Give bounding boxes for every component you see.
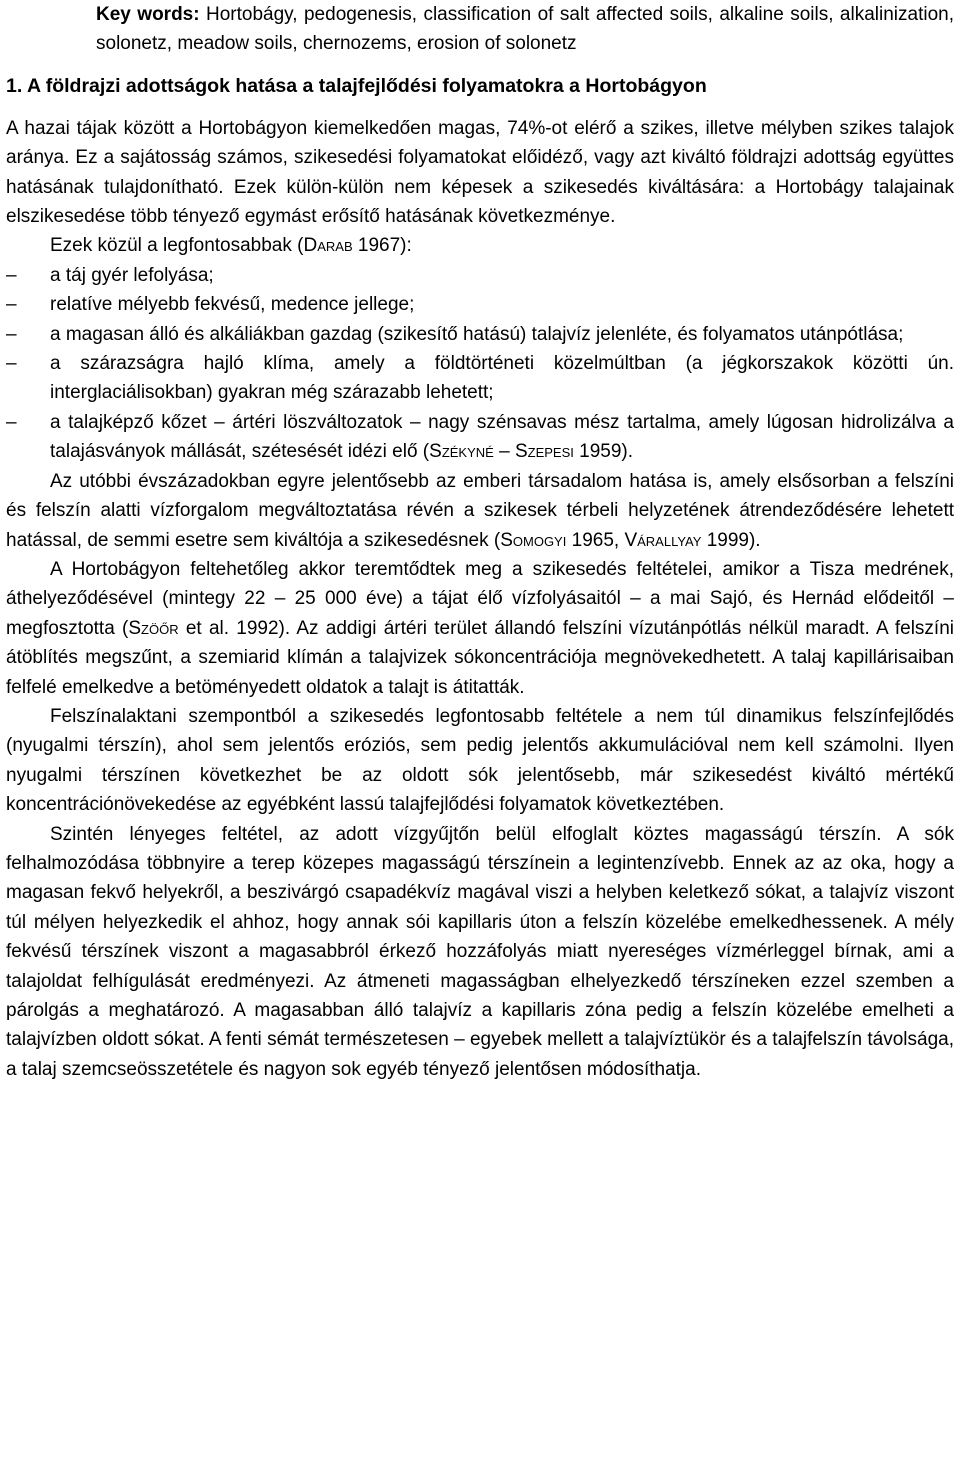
keywords-paragraph — [96, 0, 954, 59]
citation-mid: 1965, — [566, 529, 625, 551]
conditions-paragraph — [6, 555, 954, 702]
factors-intro-after: 1967): — [352, 235, 412, 257]
dash-bullet: – — [6, 411, 17, 433]
citation-author-szepesi: Szepesi — [514, 441, 574, 463]
factor-text: a szárazságra hajló klíma, amely a földtörténeti közelmúltban (a jégkorszakok közötti ún. interglaciálisokban) gyakran még szárazabb lehetett; — [50, 353, 954, 404]
conditions-text-after: et al. 1992). Az addigi ártéri terület állandó felszíni vízutánpótlás nélkül maradt. A felszíni átöblítés megszűnt, a szemiarid klímán a talajvizek sókoncentrációja megnövekedhetett. A talaj kapillárisaiban felfelé emelkedve a betöményedett oldatok a talajt is átitatták. — [6, 617, 954, 698]
keywords-label: Key words: — [96, 4, 200, 25]
citation-author-somogyi: Somogyi — [500, 529, 567, 551]
factor-text: a magasan álló és alkáliákban gazdag (szikesítő hatású) talajvíz jelenléte, és folyamatos utánpótlása; — [50, 323, 904, 345]
surface-paragraph: Felszínalaktani szempontból a szikesedés legfontosabb feltétele a nem túl dinamikus felszínfejlődés (nyugalmi térszín), ahol sem jelentős eróziós, sem pedig jelentős akkumulációval nem kell számolni. Ilyen nyugalmi térszínen következhet be az oldott sók jelentősebb, már szikesedést kiváltó mértékű koncentrációnövekedése az egyébként lassú talajfejlődési folyamatok következtében. — [6, 705, 954, 816]
dash-bullet: – — [6, 264, 17, 286]
dash-bullet: – — [6, 353, 17, 375]
factor-list — [6, 261, 954, 467]
citation-separator: – — [493, 441, 515, 463]
factor-item — [6, 349, 954, 408]
citation-year: 1999). — [701, 529, 761, 551]
factor-text: a talajképző kőzet – ártéri löszváltozatok – nagy szénsavas mész tartalma, amely lúgosan hidrolizálva a talajásványok mállását, szétesését idézi elő ( — [50, 411, 954, 463]
factors-intro-before: Ezek közül a legfontosabbak ( — [50, 235, 304, 257]
citation-author-szekyne: Székyné — [429, 441, 494, 463]
human-impact-text: Az utóbbi évszázadokban egyre jelentősebb az emberi társadalom hatása is, amely elsősorban a felszíni és felszín alatti vízforgalom megváltoztatása révén a szikesek térbeli helyzetének átrendeződésére lehetett hatással, de semmi esetre sem kiváltója a szikesedésnek ( — [6, 470, 954, 551]
factor-item — [6, 408, 954, 467]
factor-text: relatíve mélyebb fekvésű, medence jellege; — [50, 294, 415, 316]
factor-item — [6, 290, 954, 319]
conditions-text: A Hortobágyon feltehetőleg akkor teremtődtek meg a szikesedés feltételei, amikor a Tisza medrének, áthelyeződésével (mintegy 22 – 25 000 éve) a tájat élő vízfolyásaitól – a mai Sajó, és Hernád elődeitől – megfosztotta ( — [6, 558, 954, 639]
keywords-text: Hortobágy, pedogenesis, classification of salt affected soils, alkaline soils, alkalinization, solonetz, meadow soils, chernozems, erosion of solonetz — [96, 4, 954, 55]
citation-author-darab: Darab — [303, 235, 353, 257]
altitude-paragraph: Szintén lényeges feltétel, az adott vízgyűjtőn belül elfoglalt köztes magasságú térszín. A sók felhalmozódása többnyire a terep közepes magasságú térszínein a legintenzívebb. Ennek az az oka, hogy a magasan fekvő helyekről, a beszivárgó csapadékvíz magával viszi a helyben keletkező sókat, a talajvíz viszont túl mélyen helyezkedik el ahhoz, hogy annak sói kapillaris úton a felszín közelébe emelkedhessenek. A mély fekvésű térszínek viszont a magasabbról érkező hozzáfolyás miatt nyereséges vízmérleggel bírnak, ami a talajoldat felhígulását eredményezi. Az átmeneti magasságban elhelyezkedő térszíneken ezzel szemben a párolgás a meghatározó. A magasabban álló talajvíz a kapillaris zóna pedig a felszín közelébe emelheti a talajvízben oldott sókat. A fenti sémát természetesen – egyebek mellett a talajvíztükör és a talajfelszín távolsága, a talaj szemcseösszetétele és nagyon sok egyéb tényező jelentősen módosíthatja. — [6, 823, 954, 1080]
human-impact-paragraph — [6, 467, 954, 555]
factor-text: a táj gyér lefolyása; — [50, 264, 214, 286]
dash-bullet: – — [6, 294, 17, 316]
citation-year: 1959). — [573, 441, 634, 463]
citation-author-varallyay: Várallyay — [624, 529, 702, 551]
dash-bullet: – — [6, 323, 17, 345]
section-heading: 1. A földrajzi adottságok hatása a talajfejlődési folyamatokra a Hortobágyon — [6, 74, 707, 97]
citation-author-szoor: Szöőr — [128, 617, 179, 639]
factor-item — [6, 261, 954, 290]
factors-intro — [6, 231, 954, 260]
factor-item — [6, 320, 954, 349]
intro-paragraph: A hazai tájak között a Hortobágyon kiemelkedően magas, 74%-ot elérő a szikes, illetve mélyben szikes talajok aránya. Ez a sajátosság számos, szikesedési folyamatokat előidéző, vagy azt kiváltó földrajzi adottság együttes hatásának tulajdonítható. Ezek külön-külön nem képesek a szikesedés kiváltására: a Hortobágy talajainak elszikesedése több tényező egymást erősítő hatásának következménye. — [6, 117, 954, 228]
